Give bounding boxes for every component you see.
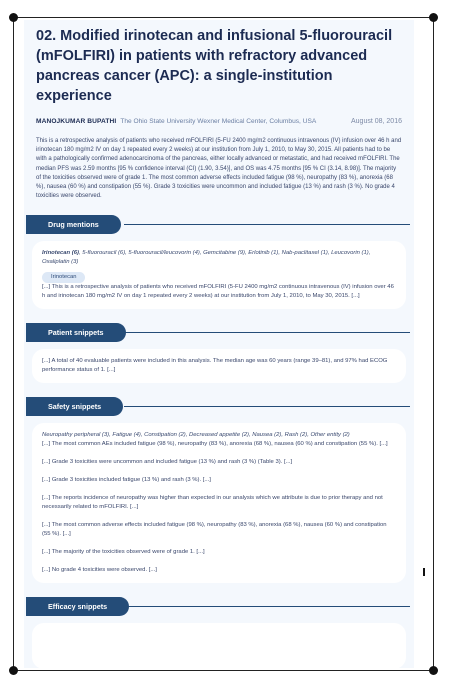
section-divider	[124, 332, 410, 333]
section-efficacy-snippets	[24, 597, 414, 668]
resize-handle-top-left[interactable]	[9, 13, 18, 22]
section-header	[24, 597, 414, 617]
drug-mentions-card	[32, 241, 406, 309]
section-title: Drug mentions	[26, 215, 121, 234]
section-header	[24, 215, 414, 235]
safety-snippet: [...] The most common adverse effects included fatigue (98 %), neuropathy (83 %), anorexia (68 %), nausea (60 %) and constipation (55 %). [...]	[42, 522, 387, 538]
section-safety-snippets	[24, 397, 414, 583]
section-drug-mentions	[24, 215, 414, 309]
safety-tag-list[interactable]: Neuropathy peripheral (3), Fatigue (4), Constipation (2), Decreased appetite (2), Nausea (2), Rash (2), Other entity (2)	[42, 432, 350, 439]
resize-handle-bottom-left[interactable]	[9, 666, 18, 675]
safety-snippet: [...] The reports incidence of neuropathy was higher than expected in our analysis which we attribute is due to prior therapy and not necessarily related to mFOLFIRI. [...]	[42, 495, 383, 511]
section-title: Efficacy snippets	[26, 597, 129, 616]
patient-snippets-card	[32, 349, 406, 383]
page-title: 02. Modified irinotecan and infusional 5-fluorouracil (mFOLFIRI) in patients with refractory advanced pancreas cancer (APC): a single-institution experience	[36, 28, 393, 104]
section-divider	[124, 606, 410, 607]
drug-tag-others[interactable]: , 5-fluorouracil (6), 5-fluorouracil/leucovorin (4), Gemcitabine (9), Erlotinib (1), Nab-paclitaxel (1), Leucovorin (1), Oxaliplatin (3)	[42, 250, 371, 266]
safety-snippets-card	[32, 423, 406, 583]
safety-snippet: [...] The majority of the toxicities observed were of grade 1. [...]	[42, 549, 205, 556]
safety-snippet: [...] The most common AEs included fatigue (98 %), neuropathy (83 %), anorexia (68 %), nausea (60 %) and constipation (55 %). [...]	[42, 441, 388, 448]
section-title: Safety snippets	[26, 397, 123, 416]
safety-snippet: [...] Grade 3 toxicities included fatigue (13 %) and rash (3 %). [...]	[42, 477, 211, 484]
article-page	[24, 20, 414, 668]
article-meta	[36, 118, 402, 125]
section-divider	[124, 406, 410, 407]
publication-date: August 08, 2016	[351, 118, 402, 125]
safety-snippet: [...] Grade 3 toxicities were uncommon and included fatigue (13 %) and rash (3 %) (Table 3). [...]	[42, 459, 293, 466]
section-title: Patient snippets	[26, 323, 126, 342]
resize-handle-bottom-right[interactable]	[429, 666, 438, 675]
text-cursor	[423, 568, 425, 576]
drug-snippet: [...] This is a retrospective analysis of patients who received mFOLFIRI (5-FU 2400 mg/m2 continuous intravenous (IV) infusion over 46 h and irinotecan 180 mg/m2 IV on day 1 repeated every 2 weeks) at our institution from July 1, 2010, to May 30, 2015. [...]	[42, 284, 394, 300]
section-header	[24, 397, 414, 417]
efficacy-snippets-card	[32, 623, 406, 668]
author-affiliation: The Ohio State University Wexner Medical Center, Columbus, USA	[120, 118, 317, 125]
drug-tag-primary[interactable]: Irinotecan (6)	[42, 250, 79, 257]
abstract-text: This is a retrospective analysis of patients who received mFOLFIRI (5-FU 2400 mg/m2 continuous intravenous (IV) infusion over 46 h and irinotecan 180 mg/m2 IV on day 1 repeated every 2 weeks) at our institution from July 1, 2010, to May 30, 2015. All patients had to be with a pathologically confirmed adenocarcinoma of the pancreas, either locally advanced or metastatic, and had received mFOLFIRI. The median PFS was 2.59 months [95 % confidence interval (CI) (1.90, 3.54)], and OS was 4.75 months [95 % CI (3.14, 8.98)]. The majority of the toxicities observed were of grade 1. The most common adverse effects included fatigue (98 %), neuropathy (83 %), anorexia (68 %), nausea (60 %) and constipation (55 %). Grade 3 toxicities were uncommon and included fatigue (13 %) and rash (3 %). No grade 4 toxicities were observed.	[36, 138, 402, 200]
drug-chip[interactable]: Irinotecan	[42, 272, 85, 283]
safety-snippet: [...] No grade 4 toxicities were observed. [...]	[42, 567, 157, 574]
section-divider	[124, 224, 410, 225]
section-patient-snippets	[24, 323, 414, 383]
drug-tag-list	[42, 249, 396, 267]
patient-snippet: [...] A total of 40 evaluable patients were included in this analysis. The median age was 60 years (range 39–81), and 97% had ECOG performance status of 1. [...]	[42, 358, 388, 374]
author-name[interactable]: MANOJKUMAR BUPATHI	[36, 118, 117, 125]
resize-handle-top-right[interactable]	[429, 13, 438, 22]
section-header	[24, 323, 414, 343]
